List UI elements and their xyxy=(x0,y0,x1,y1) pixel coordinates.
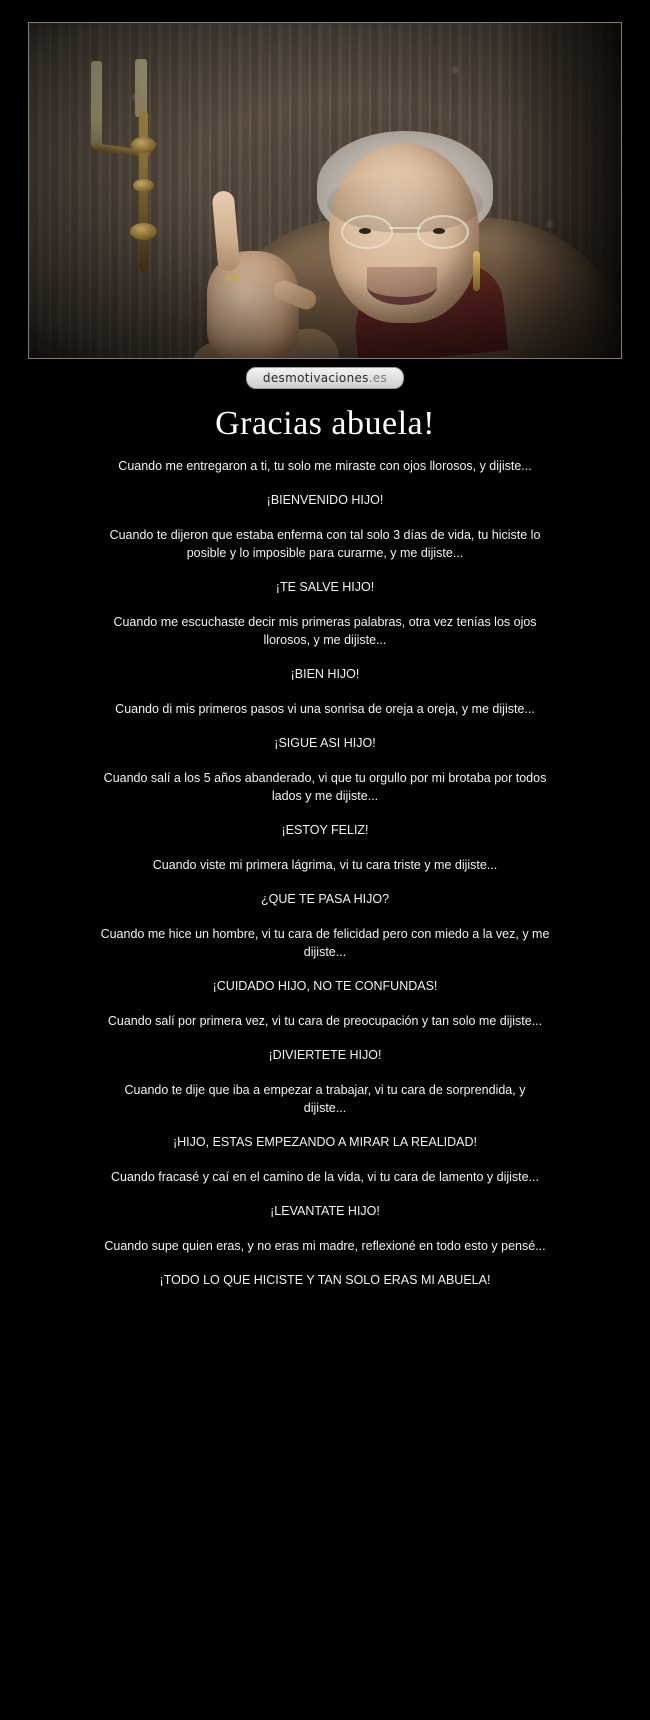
text-paragraph: ¡DIVIERTETE HIJO! xyxy=(268,1048,382,1062)
watermark-name: desmotivaciones xyxy=(262,371,369,385)
text-paragraph: ¡ESTOY FELIZ! xyxy=(281,823,369,837)
text-paragraph: Cuando me entregaron a ti, tu solo me miraste con ojos llorosos, y dijiste... xyxy=(118,459,532,473)
text-paragraph: ¡HIJO, ESTAS EMPEZANDO A MIRAR LA REALIDAD! xyxy=(172,1135,477,1149)
text-paragraph: Cuando salí por primera vez, vi tu cara de preocupación y tan solo me dijiste... xyxy=(107,1014,543,1028)
text-paragraph: Cuando fracasé y caí en el camino de la vida, vi tu cara de lamento y dijiste... xyxy=(110,1170,539,1184)
text-paragraph: Cuando me hice un hombre, vi tu cara de felicidad pero con miedo a la vez, y me dijiste... xyxy=(100,927,550,959)
photo-elderly-woman xyxy=(29,23,621,358)
site-watermark xyxy=(246,367,404,389)
photo-vignette xyxy=(29,23,621,358)
text-paragraph: Cuando me escuchaste decir mis primeras palabras, otra vez tenías los ojos llorosos, y me dijiste... xyxy=(113,615,537,647)
text-paragraph: ¡CUIDADO HIJO, NO TE CONFUNDAS! xyxy=(212,979,438,993)
text-paragraph: Cuando te dijeron que estaba enferma con tal solo 3 días de vida, tu hiciste lo posible y lo imposible para curarme, y me dijiste... xyxy=(109,528,541,560)
text-paragraph: ¡TODO LO QUE HICISTE Y TAN SOLO ERAS MI ABUELA! xyxy=(159,1273,491,1287)
text-paragraph: Cuando te dije que iba a empezar a trabajar, vi tu cara de sorprendida, y dijiste... xyxy=(124,1083,526,1115)
text-paragraph: Cuando di mis primeros pasos vi una sonrisa de oreja a oreja, y me dijiste... xyxy=(115,702,535,716)
text-paragraph: ¡BIENVENIDO HIJO! xyxy=(266,493,384,507)
text-paragraph: ¡SIGUE ASI HIJO! xyxy=(274,736,376,750)
text-paragraph: ¿QUE TE PASA HIJO? xyxy=(260,892,390,906)
watermark-row xyxy=(28,367,622,389)
text-paragraph: ¡LEVANTATE HIJO! xyxy=(270,1204,380,1218)
photo-frame xyxy=(28,22,622,359)
text-paragraph: ¡TE SALVE HIJO! xyxy=(275,580,375,594)
text-paragraph: Cuando supe quien eras, y no eras mi madre, reflexioné en todo esto y pensé... xyxy=(104,1239,546,1253)
poster-text-body xyxy=(28,457,622,1289)
page-title: Gracias abuela! xyxy=(215,405,435,442)
text-paragraph: Cuando salí a los 5 años abanderado, vi que tu orgullo por mi brotaba por todos lados y me dijiste... xyxy=(103,771,547,803)
watermark-suffix: .es xyxy=(368,371,388,385)
text-paragraph: ¡BIEN HIJO! xyxy=(290,667,360,681)
text-paragraph: Cuando viste mi primera lágrima, vi tu cara triste y me dijiste... xyxy=(152,858,498,872)
